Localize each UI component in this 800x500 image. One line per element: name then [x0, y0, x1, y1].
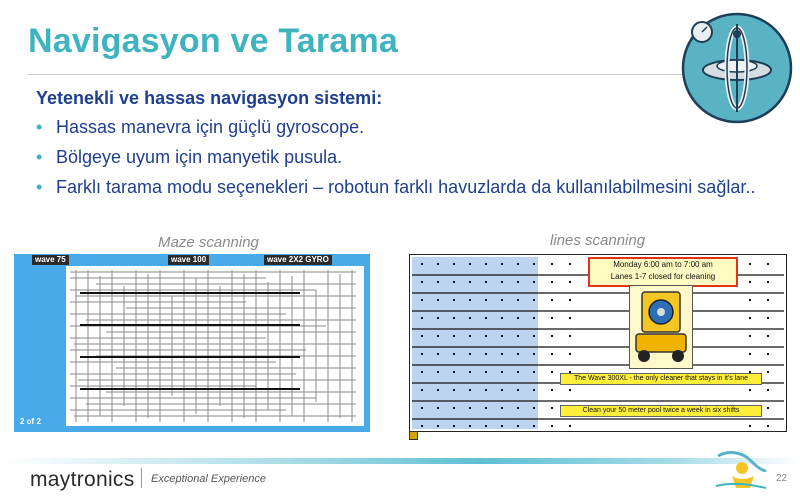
bullet-text: Farklı tarama modu seçenekleri – robotun farklı havuzlarda da kullanılabilmesini sağlar..	[56, 177, 756, 197]
footer-band	[0, 458, 800, 464]
bullet-text: Hassas manevra için güçlü gyroscope.	[56, 117, 365, 137]
lines-scanning-figure	[409, 254, 787, 432]
legend-marker	[409, 431, 418, 440]
title-divider	[28, 74, 690, 75]
bullet-dot: •	[36, 117, 43, 137]
slide-subtitle: Yetenekli ve hassas navigasyon sistemi:	[36, 88, 383, 108]
slide-counter: 2 of 2	[20, 417, 41, 426]
maze-caption: Maze scanning	[158, 234, 259, 251]
bullet-list	[36, 116, 776, 206]
notice-line-1: Monday 6:00 am to 7:00 am	[613, 260, 713, 269]
robot-cleaner-icon	[630, 286, 692, 368]
bullet-dot: •	[36, 147, 43, 167]
wave-logo: wave 100	[168, 255, 209, 265]
notice-line-2: Lanes 1-7 closed for cleaning	[610, 272, 716, 281]
slide-title: Navigasyon ve Tarama	[28, 22, 398, 60]
maze-pattern	[66, 266, 364, 426]
page-number: 22	[776, 473, 788, 484]
brand-tagline: Exceptional Experience	[151, 473, 266, 485]
maze-scanning-figure	[14, 254, 370, 432]
promo-banner-2: Clean your 50 meter pool twice a week in six shifts	[560, 405, 762, 417]
robot-cleaner-image	[629, 285, 693, 369]
promo-banner-1: The Wave 300XL - the only cleaner that stays in it's lane	[560, 373, 762, 385]
bullet-text: Bölgeye uyum için manyetik pusula.	[56, 147, 343, 167]
maze-paths	[66, 266, 364, 426]
bullet-dot: •	[36, 177, 43, 197]
lines-caption: lines scanning	[550, 232, 646, 249]
lane-closure-notice	[588, 257, 738, 287]
brand-wordmark: maytronics	[30, 468, 135, 491]
gyroscope-icon	[678, 6, 796, 124]
bullet-item	[36, 176, 776, 198]
footer-divider	[141, 468, 142, 488]
wave-logo: wave 75	[32, 255, 69, 265]
bullet-item	[36, 146, 776, 168]
maytronics-figure-logo	[712, 446, 768, 492]
wave-logo: wave 2X2 GYRO	[264, 255, 332, 265]
bullet-item	[36, 116, 776, 138]
